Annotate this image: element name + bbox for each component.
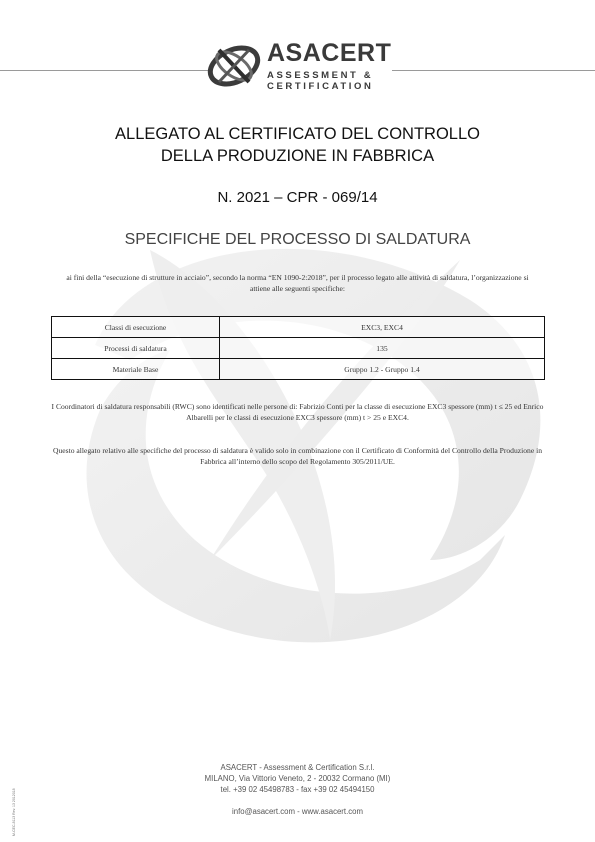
document-title: ALLEGATO AL CERTIFICATO DEL CONTROLLO [115, 125, 480, 143]
document-title: DELLA PRODUZIONE IN FABBRICA [160, 147, 435, 165]
footer-address: MILANO, Via Vittorio Veneto, 2 - 20032 Cormano (MI) [204, 774, 391, 783]
logo-tagline: CERTIFICATION [267, 81, 374, 92]
footer-contacts: info@asacert.com - www.asacert.com [232, 807, 363, 816]
table-row [52, 317, 545, 338]
table-cell-label: Materiale Base [52, 359, 220, 380]
certificate-number: N. 2021 – CPR - 069/14 [217, 189, 378, 206]
section-heading: SPECIFICHE DEL PROCESSO DI SALDATURA [124, 231, 471, 248]
coordinators-paragraph: I Coordinatori di saldatura responsabili (RWC) sono identificati nelle persone di: Fabrizio Conti per la classe di esecuzione EXC3 spessore (mm) t ≤ 25 ed Enrico Albarelli per le classi di esecuzione EXC3 spessore (mm) t > 25 e EXC4. [51, 402, 544, 422]
footer-phone: tel. +39 02 45498783 - fax +39 02 45494150 [220, 785, 375, 794]
table-cell-label: Processi di saldatura [52, 338, 220, 359]
asacert-logo [205, 38, 395, 96]
specs-table [51, 316, 545, 380]
document-code: M-CEC-8113 Rev. 13 2012018 [12, 788, 16, 836]
header-rule-left [0, 70, 210, 71]
validity-paragraph: Questo allegato relativo alle specifiche del processo di saldatura è valido solo in combinazione con il Certificato di Conformità del Controllo della Produzione in Fabbrica all’interno dello scopo del Regolamento 305/2011/UE. [52, 446, 543, 466]
table-cell-value: 135 [220, 338, 545, 359]
table-cell-value: EXC3, EXC4 [220, 317, 545, 338]
asacert-emblem-icon [205, 40, 263, 92]
logo-name: ASACERT [267, 39, 392, 67]
table-cell-value: Gruppo 1.2 - Gruppo 1.4 [220, 359, 545, 380]
table-row [52, 359, 545, 380]
intro-text: ai fini della “esecuzione di strutture in acciaio”, secondo la norma “EN 1090-2:2018”, per il processo legato alle attività di saldatura, l’organizzazione si attiene alle seguenti specifiche: [66, 273, 529, 293]
table-cell-label: Classi di esecuzione [52, 317, 220, 338]
header-rule-right [392, 70, 595, 71]
table-row [52, 338, 545, 359]
footer-company: ASACERT - Assessment & Certification S.r.l. [220, 763, 375, 772]
logo-tagline: ASSESSMENT & [267, 70, 374, 81]
